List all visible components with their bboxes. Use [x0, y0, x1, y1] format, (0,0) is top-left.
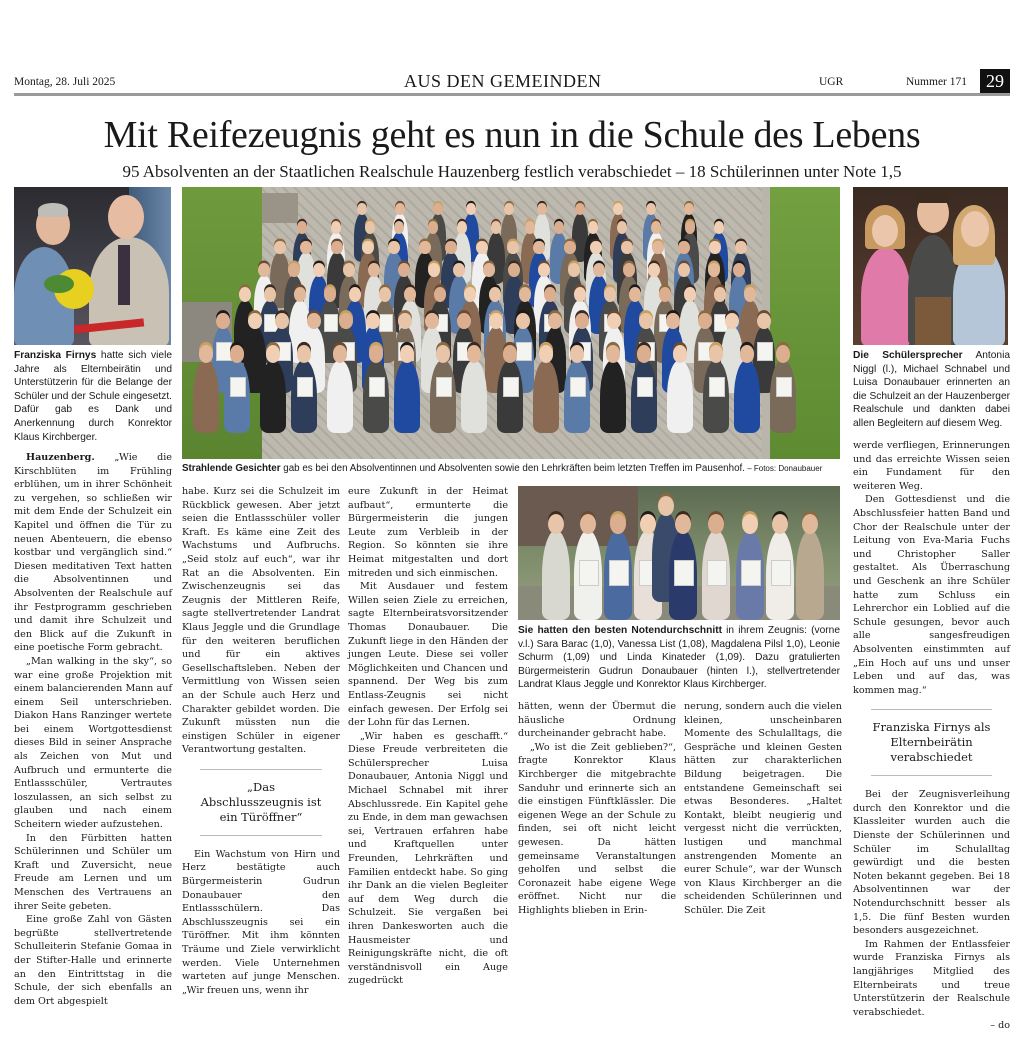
- best-graduate-head: [675, 514, 691, 534]
- certificate: [776, 377, 793, 398]
- certificate: [297, 377, 314, 398]
- article-column-4: hätten, wenn der Übermut die häusliche Ordnung durcheinander gebracht habe. „Wo ist die Zeit geblieben?“, fragte Konrektor Klaus Kirchberger die mitgebrachte Sanduhr und erinnerte sich an die einstigen Fünftklässler. Die eigenen Wege an der Schule zu finden, sei oft nicht leicht gewesen. Da hätten gemeinsame Veranstaltungen geholfen und selbst die Coronazeit habe eigene Wege eröffnet. Nicht nur die Highlights blieben in Erin-: [518, 701, 676, 916]
- graduate-head: [425, 313, 438, 329]
- graduate-head: [395, 203, 405, 215]
- graduate-head: [516, 313, 529, 329]
- graduate-head: [503, 345, 518, 363]
- graduate-figure: [533, 360, 558, 434]
- graduate-head: [698, 313, 711, 329]
- graduate-head: [248, 313, 261, 329]
- graduate-head: [548, 313, 561, 329]
- graduate-head: [274, 241, 285, 254]
- graduate-head: [491, 221, 502, 234]
- graduate-head: [590, 241, 601, 254]
- graduate-head: [533, 241, 544, 254]
- masthead: [14, 71, 1010, 96]
- graduate-head: [400, 345, 415, 363]
- certificate: [757, 342, 772, 361]
- graduate-head: [489, 313, 502, 329]
- graduate-head: [436, 345, 451, 363]
- graduate-head: [307, 313, 320, 329]
- subhead-firnys: Franziska Firnys als Elternbeirätin verabschiedet: [871, 709, 992, 776]
- graduate-head: [735, 241, 746, 254]
- graduate-head: [525, 221, 536, 234]
- graduate-figure: [667, 360, 692, 434]
- graduate-head: [300, 241, 311, 254]
- graduate-figure: [394, 360, 419, 434]
- subhead-tueroeffner: „Das Abschlusszeugnis ist ein Türöffner“: [200, 769, 322, 836]
- section-title: AUS DEN GEMEINDEN: [404, 71, 602, 91]
- graduate-head: [651, 221, 662, 234]
- graduate-head: [388, 241, 399, 254]
- graduate-head: [606, 345, 621, 363]
- graduate-head: [476, 241, 487, 254]
- graduate-head: [398, 313, 411, 329]
- certificate: [579, 560, 599, 586]
- graduate-figure: [327, 360, 352, 434]
- graduate-head: [575, 203, 585, 215]
- headline: Mit Reifezeugnis geht es nun in die Schule des Lebens: [103, 114, 921, 156]
- dateline: Hauzenberg.: [26, 452, 95, 463]
- best-graduate-head: [610, 514, 626, 534]
- best-graduate-figure: [542, 530, 570, 620]
- graduate-head: [646, 203, 656, 215]
- best-graduate-head: [548, 514, 564, 534]
- graduate-head: [537, 203, 547, 215]
- graduate-head: [216, 313, 229, 329]
- best-graduate-head: [742, 514, 758, 534]
- certificate: [570, 377, 587, 398]
- subheadline: 95 Absolventen an der Staatlichen Realschule Hauzenberg festlich verabschiedet – 18 Schülerinnen unter Note 1,5: [122, 162, 902, 181]
- best-graduate-figure: [796, 530, 824, 620]
- edition-code: UGR: [819, 76, 844, 88]
- photo-group: [182, 187, 840, 459]
- graduate-figure: [260, 360, 285, 434]
- graduate-head: [678, 241, 689, 254]
- graduate-head: [457, 221, 468, 234]
- certificate: [369, 377, 386, 398]
- graduate-figure: [734, 360, 759, 434]
- graduate-head: [357, 203, 367, 215]
- graduate-head: [666, 313, 679, 329]
- graduate-head: [433, 203, 443, 215]
- graduate-head: [554, 221, 565, 234]
- graduate-head: [570, 345, 585, 363]
- certificate: [324, 314, 339, 332]
- author-signoff: – do: [990, 1020, 1010, 1032]
- graduate-head: [507, 241, 518, 254]
- graduate-figure: [193, 360, 218, 434]
- certificate: [707, 560, 727, 586]
- certificate: [637, 377, 654, 398]
- graduate-head: [199, 345, 214, 363]
- graduate-head: [637, 345, 652, 363]
- caption-student-speakers: Die Schülersprecher Antonia Niggl (l.), Michael Schnabel und Luisa Donaubauer erinnerten an die Schulzeit an der Hauzenberger Realschule und dankten dabei allen Begleitern auf diesem Weg.: [853, 350, 1010, 429]
- certificate: [741, 560, 761, 586]
- photo-best-grades: [518, 486, 840, 620]
- certificate: [771, 560, 791, 586]
- graduate-head: [419, 241, 430, 254]
- issue-number: Nummer 171: [906, 76, 968, 88]
- graduate-head: [297, 345, 312, 363]
- graduate-head: [333, 345, 348, 363]
- graduate-head: [445, 241, 456, 254]
- certificate: [230, 377, 247, 398]
- graduate-head: [365, 221, 376, 234]
- caption-best-grades: Sie hatten den besten Notendurchschnitt in ihrem Zeugnis: (vorne v.l.) Sara Barac (1,0), Vanessa List (1,08), Magdalena Pilsl 1,0), Leonie Schurm (1,09) und Linda Kinateder (1,09). Dazu gratulierten Bürgermeisterin Gudrun Donaubauer (hinten l.), stellvertretender Landrat Klaus Jeggle und Konrektor Klaus Kirchberger.: [518, 625, 840, 691]
- graduate-head: [673, 345, 688, 363]
- photo-student-speakers: [853, 187, 1008, 345]
- graduate-head: [607, 313, 620, 329]
- graduate-head: [369, 345, 384, 363]
- certificate: [516, 342, 531, 361]
- certificate: [436, 377, 453, 398]
- graduate-head: [588, 221, 599, 234]
- graduate-head: [725, 313, 738, 329]
- graduate-head: [467, 345, 482, 363]
- graduate-head: [394, 221, 405, 234]
- article-column-5: nerung, sondern auch die vielen kleinen, unscheinbaren Momente des Schulalltags, die Gespräche und kleinen Gesten hätten zur charakterlichen Bildung beigetragen. Die entstandene Gemeinschaft sei etwas Besonderes. „Haltet Kontakt, bleibt neugierig und vergesst nicht die verrückten, lustigen und manchmal anstrengenden Momente an eurer Schule“, war der Wunsch von Klaus Kirchberger an die scheidenden Schülerinnen und Schüler. Die Zeit: [684, 701, 842, 916]
- graduate-head: [613, 203, 623, 215]
- graduate-head: [457, 313, 470, 329]
- graduate-head: [740, 345, 755, 363]
- graduate-head: [776, 345, 791, 363]
- caption-group: Strahlende Gesichter gab es bei den Absolventinnen und Absolventen sowie den Lehrkräften beim letzten Treffen im Pausenhof. – Fotos: Donaubauer: [182, 463, 823, 474]
- graduate-head: [275, 313, 288, 329]
- certificate: [674, 560, 694, 586]
- issue-date: Montag, 28. Juli 2025: [14, 76, 116, 88]
- graduate-head: [539, 345, 554, 363]
- graduate-head: [621, 241, 632, 254]
- graduate-head: [564, 241, 575, 254]
- graduate-head: [504, 203, 514, 215]
- best-graduate-head: [772, 514, 788, 534]
- best-graduate-head: [802, 514, 818, 534]
- graduate-head: [428, 221, 439, 234]
- photo-credit: – Fotos: Donaubauer: [744, 464, 823, 473]
- graduate-head: [709, 241, 720, 254]
- article-column-1: Hauzenberg. „Wie die Kirschblüten im Frühling erblühen, um in ihrer Schönheit zu vergehen, so schließen wir mit dem Ende der Schulzeit ein Kapitel und öffnen die Tür zu neuen Abenteuern, die ebenso kostbar und vergänglich sind.“ Diesen meditativen Text hatten die Absolventinnen und Absolventen der Realschule auf ihr Festprogramm geschrieben und damit ihre Schulzeit und den Blick auf die Zukunft in eine poetische Form gebracht. „Man walking in the sky“, so war eine große Projektion mit einem balancierenden Mann auf einem Seil unterschrieben. Diakon Hans Ranzinger wertete bei einem Wortgottesdienst dieses Bild in seiner Ansprache als Zeichen von Mut und Aufbruch und ermunterte die Entlassschüler, Vertrautes loszulassen, an sich selbst zu glauben und nach einem Scheitern wieder aufzustehen. In den Fürbitten hatten Schülerinnen und Schüler um Kraft und Zuversicht, neue Freude am Lernen und um Menschen des Vertrauens an ihrer Seite gebeten. Eine große Zahl von Gästen begrüßte stellvertretende Schulleiterin Stefanie Gomaa in der Stifter-Halle und erinnerte an den Eintrittstag in die Schule, der sich ebenfalls an dem Ort abgespielt: [14, 452, 172, 1007]
- certificate: [379, 314, 394, 332]
- graduate-figure: [600, 360, 625, 434]
- page-number: 29: [980, 69, 1010, 93]
- graduate-head: [366, 313, 379, 329]
- graduate-head: [709, 345, 724, 363]
- best-graduate-head: [580, 514, 596, 534]
- best-graduate-head: [708, 514, 724, 534]
- article-column-6: werde verfliegen, Erinnerungen und das erreichte Wissen seien ein Fundament für den weiteren Weg. Den Gottesdienst und die Abschlussfeier hatten Band und Chor der Realschule unter der Leitung von Eva-Maria Fuchs und Christopher Saller gestaltet. Als Überraschung und Geschenk an ihre Schüler hatte zum Schluss ein Lehrerchor ein Loblied auf die Schule gesungen, bevor auch alle sangesfreudigen Absolventen einstimmten auf „Ein Hoch auf uns und unser Leben und auf das, was kommen mag.“ Franziska Firnys als Elternbeirätin verabschiedet Bei der Zeugnisverleihung durch den Konrektor und die Klassleiter wurden auch die Dienste der Schülerinnen und Schüler im Schulalltag gewürdigt und die besten Noten bekannt gegeben. Bei 18 Absolventinnen war der Notendurchschnitt besser als 1,5. Die fünf Besten wurden besonders ausgezeichnet. Im Rahmen der Entlassfeier wurde Franziska Firnys als langjähriges Mitglied des Elternbeirats und treue Unterstützerin der Realschule verabschiedet. – do: [853, 440, 1010, 1032]
- best-graduate-head: [658, 496, 674, 516]
- article-column-3: eure Zukunft in der Heimat aufbaut“, ermunterte die Bürgermeisterin die jungen Leute zum Verbleib in der Region. So könnten sie ihre Heimat mitgestalten und dort mitreden und sich einmischen. Mit Ausdauer und festem Willen seien Ziele zu erreichen, sagte Elternbeiratsvorsitzender Thomas Donaubauer. Die Zukunft liege in den Händen der jungen Leute. Diese sei voller Möglichkeiten und Chancen und spannend. Der Weg bis zum Entlass-Zeugnis sei nicht einfach gewesen. Der Erfolg sei der Lohn für das Lernen. „Wir haben es geschafft.“ Diese Freude verbreiteten die Schülersprecher Luisa Donaubauer, Antonia Niggl und Michael Schnabel mit ihrer Abschlussrede. Ein Kapitel gehe zu Ende, in dem man gewachsen sei, Vertrauen erfahren habe und Kraftquellen unter Freunden, Lehrkräften und Familien entdeckt habe. So ging ihr Dank an die vielen Begleiter auf dem Weg durch die Schulzeit. Sie vergaßen bei ihren Dankesworten auch die Hausmeister und Reinigungskräfte nicht, die oft verständnisvoll ein Auge zugedrückt: [348, 486, 508, 987]
- graduate-head: [575, 313, 588, 329]
- graduate-head: [339, 313, 352, 329]
- graduate-head: [639, 313, 652, 329]
- graduate-head: [230, 345, 245, 363]
- photo-firnys: [14, 187, 171, 345]
- graduate-head: [684, 203, 694, 215]
- graduate-head: [685, 221, 696, 234]
- graduate-head: [757, 313, 770, 329]
- graduate-head: [266, 345, 281, 363]
- graduate-head: [714, 221, 725, 234]
- graduate-head: [617, 221, 628, 234]
- graduate-figure: [461, 360, 486, 434]
- graduate-head: [331, 241, 342, 254]
- certificate: [709, 377, 726, 398]
- caption-firnys: Franziska Firnys hatte sich viele Jahre als Elternbeirätin und Unterstützerin für die Belange der Schüler und der Schule eingesetzt. Dafür gab es Dank und Anerkennung durch Konrektor Klaus Kirchberger.: [14, 350, 173, 443]
- article-column-2: habe. Kurz sei die Schulzeit im Rückblick gewesen. Aber jetzt seien die Entlassschüler voller Kraft. Es käme eine Zeit des Wachstums und Aufbruchs. „Seid stolz auf euch“, war ihr Rat an die Absolventen. Ein Zwischenzeugnis sei das Zeugnis der Mittleren Reife, sagte stellvertretender Landrat Klaus Jeggle und die Grundlage für den weiteren beruflichen und für ein aktives Gesellschaftsleben. Neben der Vermittlung von Wissen seien an der Schule auch Herz und Charakter gebildet worden. Die Zukunft müssten nun die einstigen Schüler in eigener Verantwortung gestalten. „Das Abschlusszeugnis ist ein Türöffner“ Ein Wachstum von Hirn und Herz bestätigte auch Bürgermeisterin Gudrun Donaubauer den Entlassschülern. Das Abschlusszeugnis sei ein Türöffner. Mit ihm könnten Träume und Ziele verwirklicht werden. Viele Unternehmen warteten auf junge Menschen. „Wir freuen uns, wenn ihr: [182, 486, 340, 996]
- certificate: [609, 560, 629, 586]
- graduate-head: [331, 221, 342, 234]
- graduate-head: [297, 221, 308, 234]
- graduate-head: [362, 241, 373, 254]
- certificate: [503, 377, 520, 398]
- graduate-head: [466, 203, 476, 215]
- graduate-head: [652, 241, 663, 254]
